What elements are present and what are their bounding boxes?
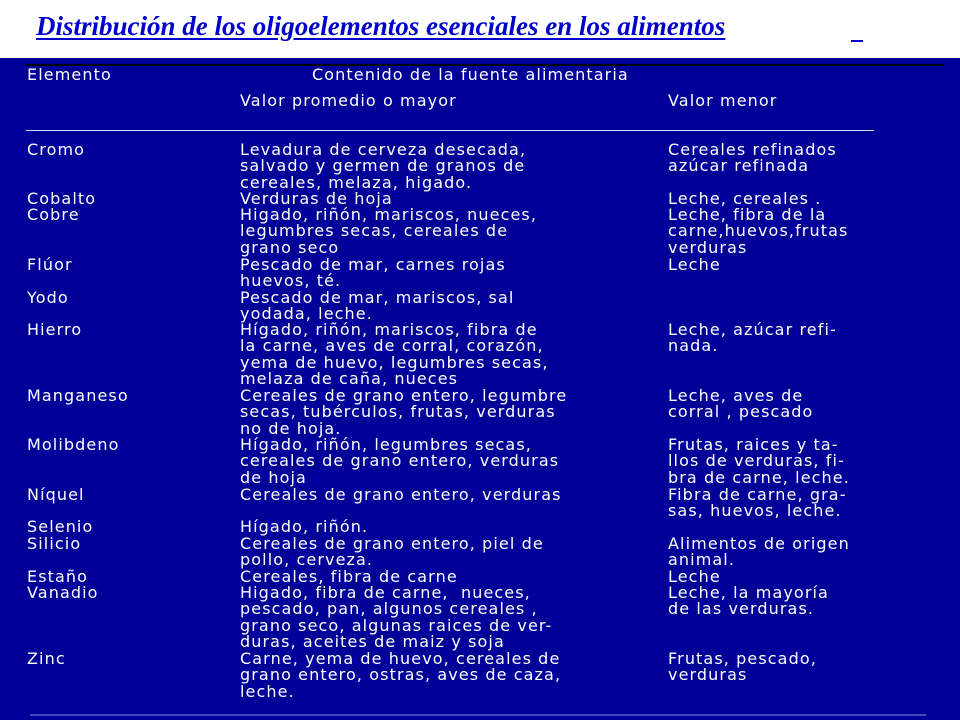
row-high-value: Higado, fibra de carne, nueces, pescado, pan, algunos cereales , grano seco, algunas raices de ver- duras, aceites de maiz y soja: [240, 583, 553, 652]
row-high-value: Cereales de grano entero, piel de pollo, cerveza.: [240, 534, 544, 570]
header-low-value: Valor menor: [668, 91, 778, 110]
header-rule: [26, 130, 874, 131]
row-element: Selenio: [27, 517, 94, 536]
row-low-value: Frutas, raices y ta- llos de verduras, fi- bra de carne, leche.: [668, 435, 850, 487]
row-low-value: Leche, azúcar refi- nada.: [668, 320, 837, 356]
row-low-value: Leche, fibra de la carne,huevos,frutas verduras: [668, 205, 849, 257]
row-high-value: Hígado, riñón, legumbres secas, cereales de grano entero, verduras de hoja: [240, 435, 560, 487]
row-high-value: Pescado de mar, carnes rojas huevos, té.: [240, 255, 506, 291]
row-element: Níquel: [27, 485, 85, 504]
row-low-value: Leche, la mayoría de las verduras.: [668, 583, 829, 619]
row-high-value: Pescado de mar, mariscos, sal yodada, leche.: [240, 288, 515, 324]
slide-title: Distribución de los oligoelementos esenciales en los alimentos: [36, 11, 726, 41]
row-low-value: Leche, cereales .: [668, 189, 822, 208]
row-element: Hierro: [27, 320, 83, 339]
row-high-value: Levadura de cerveza desecada, salvado y germen de granos de cereales, melaza, higado.: [240, 140, 527, 192]
row-high-value: Verduras de hoja: [240, 189, 393, 208]
row-low-value: Leche: [668, 255, 721, 274]
title-underline-tail: [851, 40, 863, 42]
header-element: Elemento: [27, 65, 112, 84]
header-content: Contenido de la fuente alimentaria: [312, 65, 629, 84]
row-low-value: Leche, aves de corral , pescado: [668, 386, 814, 422]
row-element: Zinc: [27, 649, 66, 668]
row-high-value: Hígado, riñón, mariscos, fibra de la carne, aves de corral, corazón, yema de huevo, legumbres secas, melaza de caña, nueces: [240, 320, 549, 389]
row-low-value: Fibra de carne, gra- sas, huevos, leche.: [668, 485, 847, 521]
row-low-value: Frutas, pescado, verduras: [668, 649, 817, 685]
header-high-value: Valor promedio o mayor: [240, 91, 457, 110]
row-high-value: Cereales de grano entero, legumbre secas, tubérculos, frutas, verduras no de hoja.: [240, 386, 568, 438]
row-high-value: Cereales, fibra de carne: [240, 567, 458, 586]
row-element: Cromo: [27, 140, 86, 159]
row-high-value: Carne, yema de huevo, cereales de grano entero, ostras, aves de caza, leche.: [240, 649, 562, 701]
row-element: Flúor: [27, 255, 73, 274]
row-high-value: Cereales de grano entero, verduras: [240, 485, 562, 504]
row-element: Estaño: [27, 567, 89, 586]
row-low-value: Alimentos de origen animal.: [668, 534, 850, 570]
row-low-value: Cereales refinados azúcar refinada: [668, 140, 837, 176]
row-element: Silicio: [27, 534, 82, 553]
row-element: Cobalto: [27, 189, 97, 208]
row-element: Yodo: [27, 288, 69, 307]
row-element: Manganeso: [27, 386, 129, 405]
row-low-value: Leche: [668, 567, 721, 586]
row-high-value: Hígado, riñón.: [240, 517, 369, 536]
row-element: Molibdeno: [27, 435, 120, 454]
row-high-value: Higado, riñón, mariscos, nueces, legumbres secas, cereales de grano seco: [240, 205, 538, 257]
row-element: Cobre: [27, 205, 80, 224]
bottom-rule: [30, 714, 926, 716]
row-element: Vanadio: [27, 583, 99, 602]
